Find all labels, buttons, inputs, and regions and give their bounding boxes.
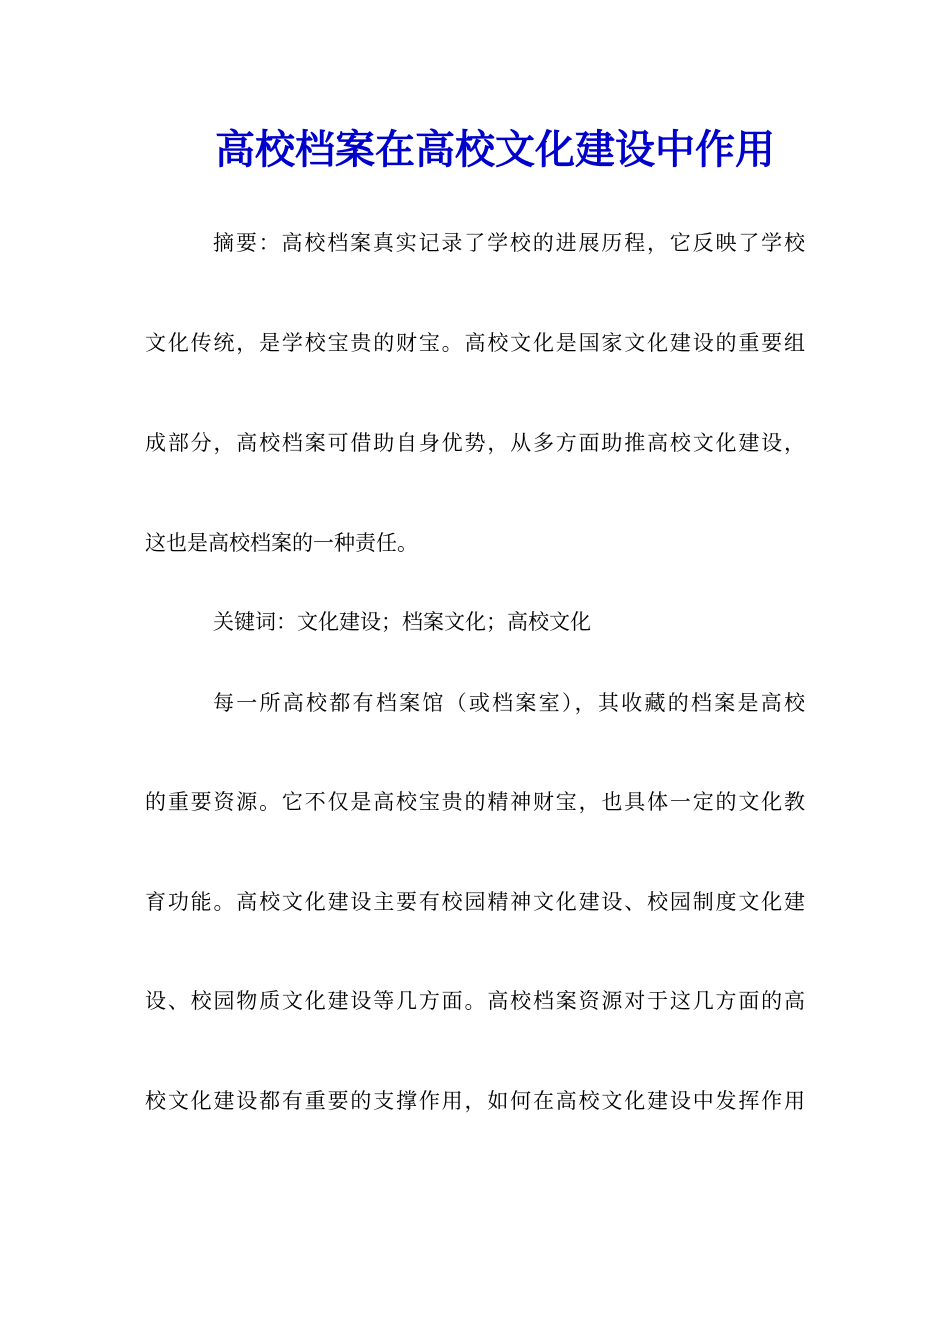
body-line-3: 育功能。高校文化建设主要有校园精神文化建设、校园制度文化建	[145, 890, 805, 914]
abstract-line-4: 这也是高校档案的一种责任。	[145, 531, 418, 555]
document-title: 高校档案在高校文化建设中作用	[215, 126, 775, 173]
body-line-5: 校文化建设都有重要的支撑作用，如何在高校文化建设中发挥作用	[145, 1089, 805, 1113]
body-line-4: 设、校园物质文化建设等几方面。高校档案资源对于这几方面的高	[145, 989, 805, 1013]
abstract-line-2: 文化传统，是学校宝贵的财宝。高校文化是国家文化建设的重要组	[145, 331, 805, 355]
body-line-2: 的重要资源。它不仅是高校宝贵的精神财宝，也具体一定的文化教	[145, 790, 805, 814]
keywords-line: 关键词：文化建设；档案文化；高校文化	[213, 610, 591, 634]
abstract-line-3: 成部分，高校档案可借助自身优势，从多方面助推高校文化建设，	[145, 431, 805, 455]
body-line-1: 每一所高校都有档案馆（或档案室），其收藏的档案是高校	[213, 691, 805, 715]
abstract-line-1: 摘要：高校档案真实记录了学校的进展历程，它反映了学校	[213, 231, 805, 255]
